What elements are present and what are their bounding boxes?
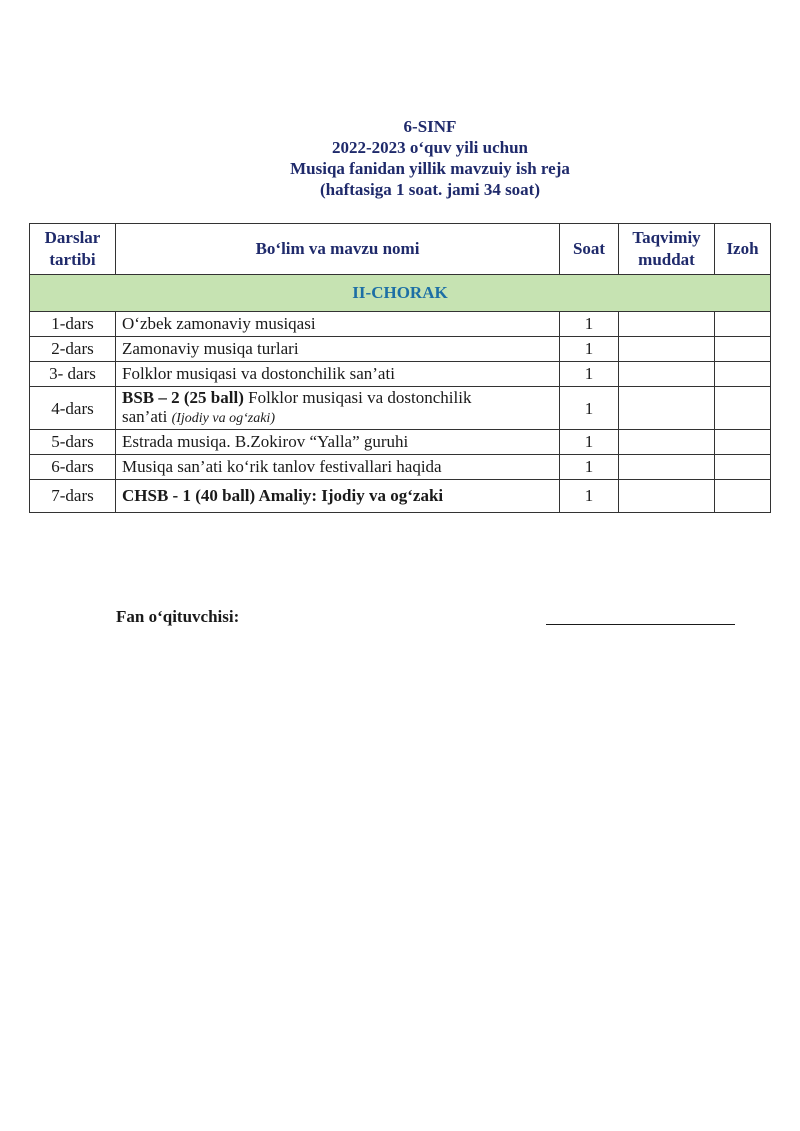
heading-title: Musiqa fanidan yillik mavzuiy ish reja: [290, 159, 570, 178]
table-row: [30, 362, 771, 387]
table-row: [30, 430, 771, 455]
lesson-date-cell: [619, 362, 715, 387]
lesson-topic: Zamonaviy musiqa turlari: [116, 337, 560, 362]
lesson-plan-table: [29, 223, 771, 513]
lesson-hours: 1: [560, 430, 619, 455]
lesson-hours: 1: [560, 362, 619, 387]
lesson-topic: Estrada musiqa. B.Zokirov “Yalla” guruhi: [116, 430, 560, 455]
lesson-hours: 1: [560, 312, 619, 337]
lesson-number: 4-dars: [30, 387, 116, 430]
assessment-label: BSB – 2 (25 ball): [122, 388, 244, 407]
heading-hours: (haftasiga 1 soat. jami 34 soat): [319, 180, 541, 199]
lesson-hours: 1: [560, 480, 619, 513]
table-row: [30, 337, 771, 362]
header-hours: Soat: [560, 224, 619, 275]
table-row: [30, 387, 771, 430]
lesson-hours: 1: [560, 455, 619, 480]
lesson-number: 2-dars: [30, 337, 116, 362]
topic-text-continued: san’ati: [122, 407, 172, 426]
heading-year: 2022-2023 o‘quv yili uchun: [331, 138, 528, 157]
lesson-note-cell: [715, 430, 771, 455]
header-calendar-date: Taqvimiy muddat: [619, 224, 715, 275]
lesson-topic: Musiqa san’ati ko‘rik tanlov festivallari haqida: [116, 455, 560, 480]
lesson-date-cell: [619, 480, 715, 513]
lesson-date-cell: [619, 312, 715, 337]
lesson-number: 6-dars: [30, 455, 116, 480]
lesson-note-cell: [715, 312, 771, 337]
lesson-number: 3- dars: [30, 362, 116, 387]
header-topic: Bo‘lim va mavzu nomi: [116, 224, 560, 275]
topic-text: Folklor musiqasi va dostonchilik: [243, 388, 472, 407]
lesson-topic: Folklor musiqasi va dostonchilik san’ati: [116, 362, 560, 387]
quarter-label: II-CHORAK: [30, 275, 771, 312]
lesson-note-cell: [715, 362, 771, 387]
lesson-hours: 1: [560, 387, 619, 430]
lesson-note-cell: [715, 337, 771, 362]
lesson-number: 5-dars: [30, 430, 116, 455]
lesson-note-cell: [715, 480, 771, 513]
lesson-date-cell: [619, 455, 715, 480]
table-row: [30, 455, 771, 480]
lesson-hours: 1: [560, 337, 619, 362]
assessment-type: (Ijodiy va og‘zaki): [171, 411, 275, 426]
lesson-date-cell: [619, 387, 715, 430]
document-heading: [0, 116, 800, 200]
teacher-label: Fan o‘qituvchisi:: [116, 607, 240, 626]
quarter-row: [30, 275, 771, 312]
table-header-row: [30, 224, 771, 275]
lesson-topic: O‘zbek zamonaviy musiqasi: [116, 312, 560, 337]
table-row: [30, 480, 771, 513]
lesson-date-cell: [619, 337, 715, 362]
lesson-topic: CHSB - 1 (40 ball) Amaliy: Ijodiy va og‘zaki: [116, 480, 560, 513]
lesson-number: 7-dars: [30, 480, 116, 513]
table-row: [30, 312, 771, 337]
lesson-date-cell: [619, 430, 715, 455]
lesson-number: 1-dars: [30, 312, 116, 337]
lesson-note-cell: [715, 455, 771, 480]
header-lesson-order: Darslar tartibi: [30, 224, 116, 275]
header-note: Izoh: [715, 224, 771, 275]
lesson-topic: [116, 387, 560, 430]
signature-line: [546, 624, 735, 625]
heading-grade: 6-SINF: [403, 117, 457, 136]
lesson-note-cell: [715, 387, 771, 430]
